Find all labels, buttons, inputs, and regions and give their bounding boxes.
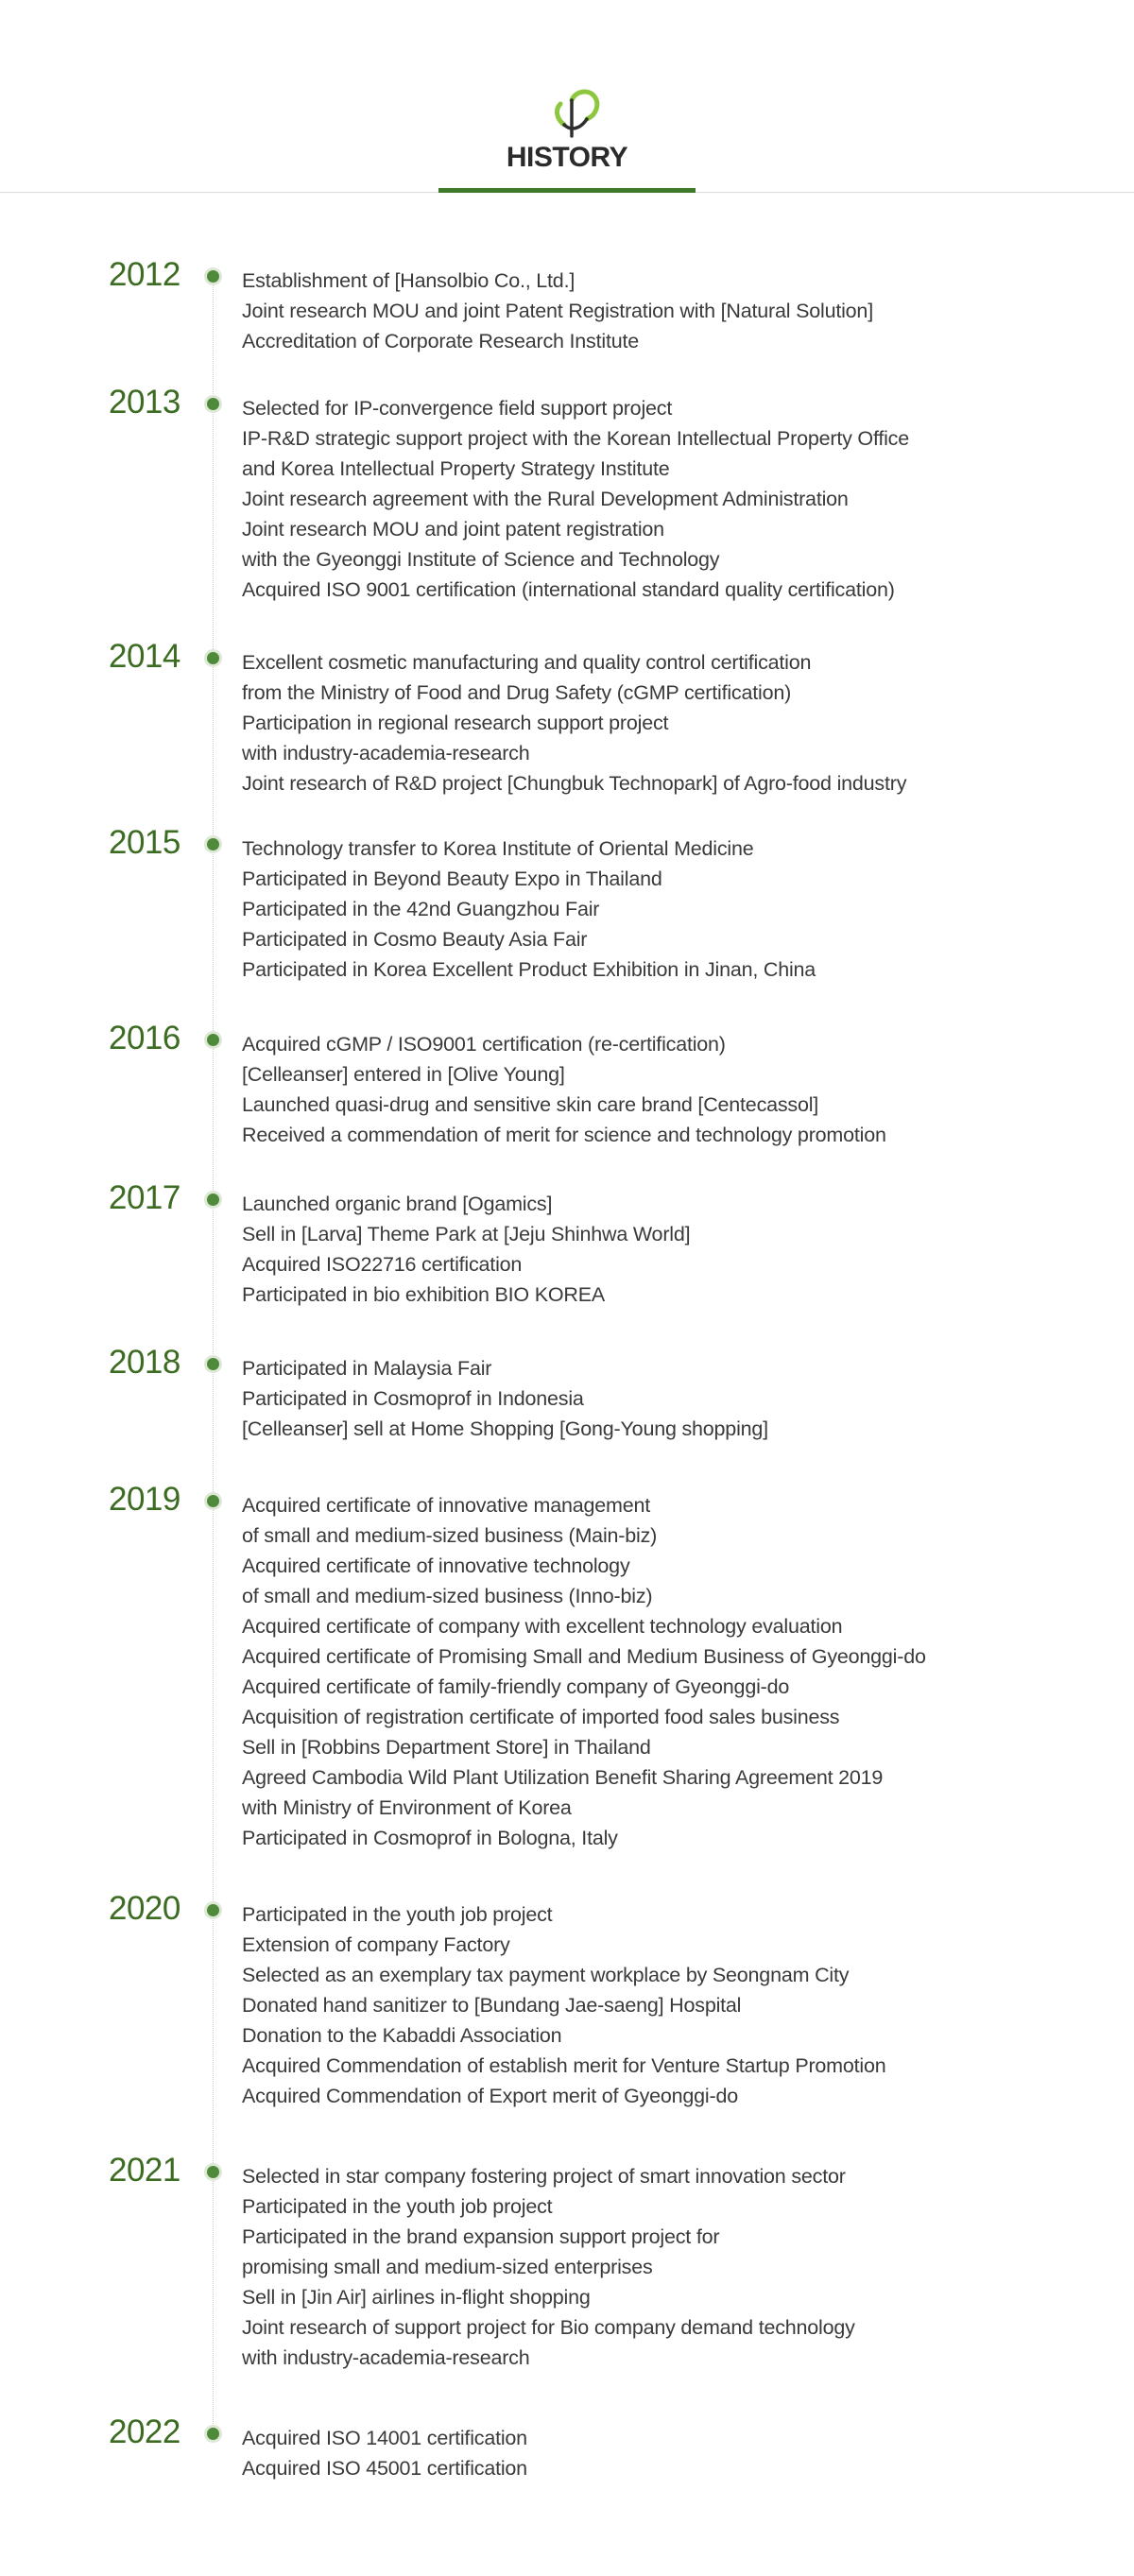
- event-item: Excellent cosmetic manufacturing and quality control certification: [242, 651, 812, 674]
- event-item: Participated in Korea Excellent Product Exhibition in Jinan, China: [242, 958, 816, 981]
- event-item: from the Ministry of Food and Drug Safety (cGMP certification): [242, 681, 792, 704]
- event-item: Acquisition of registration certificate of imported food sales business: [242, 1706, 840, 1728]
- event-item: Extension of company Factory: [242, 1933, 510, 1956]
- event-item: Sell in [Robbins Department Store] in Thailand: [242, 1736, 651, 1759]
- event-list: [242, 266, 873, 356]
- event-list: [242, 2161, 855, 2373]
- event-item: Donated hand sanitizer to [Bundang Jae-saeng] Hospital: [242, 1994, 742, 2017]
- event-item: with the Gyeonggi Institute of Science and Technology: [242, 548, 720, 571]
- event-item: with industry-academia-research: [242, 2346, 530, 2369]
- event-item: Received a commendation of merit for science and technology promotion: [242, 1124, 886, 1146]
- event-list: [242, 833, 816, 985]
- event-item: Participation in regional research support project: [242, 712, 669, 734]
- year-label: 2020: [109, 1890, 180, 1927]
- event-item: Acquired Commendation of Export merit of Gyeonggi-do: [242, 2085, 738, 2107]
- timeline-dot: [207, 1495, 219, 1507]
- event-item: Sell in [Jin Air] airlines in-flight shopping: [242, 2286, 591, 2309]
- event-list: [242, 1189, 690, 1310]
- year-label: 2019: [109, 1481, 180, 1518]
- event-item: Participated in Beyond Beauty Expo in Thailand: [242, 867, 662, 890]
- event-item: [Celleanser] entered in [Olive Young]: [242, 1063, 565, 1086]
- event-item: of small and medium-sized business (Inno-biz): [242, 1585, 653, 1607]
- event-item: Selected as an exemplary tax payment workplace by Seongnam City: [242, 1964, 850, 1986]
- year-label: 2014: [109, 638, 180, 675]
- event-item: Acquired certificate of Promising Small and Medium Business of Gyeonggi-do: [242, 1645, 926, 1668]
- event-item: Acquired certificate of innovative management: [242, 1494, 650, 1517]
- event-item: Participated in bio exhibition BIO KOREA: [242, 1283, 605, 1306]
- timeline-dot: [207, 270, 219, 283]
- event-item: Acquired ISO 14001 certification: [242, 2427, 527, 2449]
- year-label: 2016: [109, 1020, 180, 1056]
- event-item: Sell in [Larva] Theme Park at [Jeju Shinhwa World]: [242, 1223, 691, 1245]
- event-item: Agreed Cambodia Wild Plant Utilization Benefit Sharing Agreement 2019: [242, 1766, 884, 1789]
- event-item: Technology transfer to Korea Institute of Oriental Medicine: [242, 837, 754, 860]
- event-item: Acquired certificate of company with excellent technology evaluation: [242, 1615, 843, 1638]
- timeline-dot: [207, 838, 219, 850]
- year-label: 2017: [109, 1179, 180, 1216]
- event-list: [242, 1029, 886, 1150]
- event-item: Donation to the Kabaddi Association: [242, 2024, 562, 2047]
- event-item: [Celleanser] sell at Home Shopping [Gong-Young shopping]: [242, 1417, 768, 1440]
- event-item: Participated in Malaysia Fair: [242, 1357, 492, 1380]
- event-list: [242, 2423, 527, 2483]
- event-item: of small and medium-sized business (Main-biz): [242, 1524, 658, 1547]
- event-item: Participated in the youth job project: [242, 1903, 553, 1926]
- event-item: Acquired certificate of innovative technology: [242, 1554, 630, 1577]
- timeline-dot: [207, 1034, 219, 1046]
- event-item: Joint research MOU and joint Patent Registration with [Natural Solution]: [242, 300, 873, 322]
- timeline-dot: [207, 2166, 219, 2178]
- event-item: with Ministry of Environment of Korea: [242, 1796, 572, 1819]
- event-item: and Korea Intellectual Property Strategy Institute: [242, 457, 670, 480]
- event-list: [242, 1353, 768, 1444]
- timeline-dot: [207, 652, 219, 664]
- year-label: 2013: [109, 384, 180, 421]
- event-list: [242, 393, 909, 605]
- event-item: Joint research of support project for Bio company demand technology: [242, 2316, 855, 2339]
- page-title: HISTORY: [506, 142, 628, 173]
- event-item: with industry-academia-research: [242, 742, 530, 764]
- event-item: Acquired Commendation of establish merit for Venture Startup Promotion: [242, 2054, 886, 2077]
- year-label: 2022: [109, 2413, 180, 2450]
- year-label: 2018: [109, 1344, 180, 1381]
- event-item: Joint research MOU and joint patent registration: [242, 518, 664, 541]
- event-list: [242, 1899, 886, 2111]
- event-item: Participated in the youth job project: [242, 2195, 553, 2218]
- event-item: Joint research of R&D project [Chungbuk Technopark] of Agro-food industry: [242, 772, 907, 795]
- event-item: Launched organic brand [Ogamics]: [242, 1193, 553, 1215]
- year-label: 2012: [109, 256, 180, 293]
- timeline-dot: [207, 1358, 219, 1370]
- event-item: Accreditation of Corporate Research Institute: [242, 330, 640, 352]
- event-item: Participated in the 42nd Guangzhou Fair: [242, 898, 600, 920]
- timeline-dot: [207, 398, 219, 410]
- event-list: [242, 1490, 926, 1853]
- event-item: Acquired certificate of family-friendly company of Gyeonggi-do: [242, 1675, 790, 1698]
- year-label: 2021: [109, 2152, 180, 2189]
- timeline-dot: [207, 2428, 219, 2440]
- event-list: [242, 647, 906, 799]
- event-item: Participated in Cosmo Beauty Asia Fair: [242, 928, 588, 951]
- event-item: Selected for IP-convergence field support project: [242, 397, 673, 420]
- event-item: Participated in Cosmoprof in Indonesia: [242, 1387, 584, 1410]
- year-label: 2015: [109, 824, 180, 861]
- event-item: Selected in star company fostering project of smart innovation sector: [242, 2165, 846, 2188]
- event-item: Acquired ISO 45001 certification: [242, 2457, 527, 2480]
- event-item: Participated in Cosmoprof in Bologna, Italy: [242, 1827, 618, 1849]
- event-item: Participated in the brand expansion support project for: [242, 2225, 720, 2248]
- event-item: Launched quasi-drug and sensitive skin care brand [Centecassol]: [242, 1093, 819, 1116]
- event-item: IP-R&D strategic support project with the Korean Intellectual Property Office: [242, 427, 909, 450]
- timeline-dot: [207, 1194, 219, 1206]
- event-item: Acquired cGMP / ISO9001 certification (re-certification): [242, 1033, 726, 1056]
- event-item: Joint research agreement with the Rural Development Administration: [242, 488, 849, 510]
- event-item: promising small and medium-sized enterprises: [242, 2256, 653, 2278]
- event-item: Acquired ISO 9001 certification (international standard quality certification): [242, 578, 895, 601]
- event-item: Establishment of [Hansolbio Co., Ltd.]: [242, 269, 576, 292]
- event-item: Acquired ISO22716 certification: [242, 1253, 523, 1276]
- timeline-dot: [207, 1904, 219, 1916]
